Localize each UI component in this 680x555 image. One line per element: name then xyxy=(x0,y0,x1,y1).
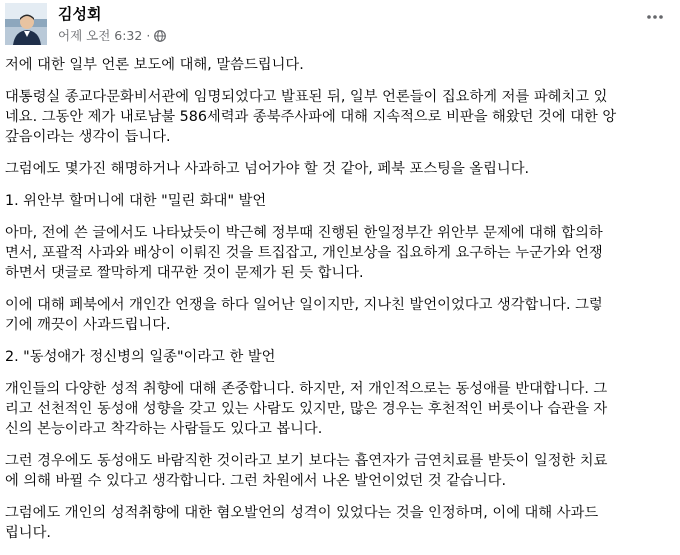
text-line: 갚음이라는 생각이 듭니다. xyxy=(5,129,171,145)
text-line: 하면서 댓글로 짤막하게 대꾸한 것이 문제가 된 듯 합니다. xyxy=(5,265,364,281)
text-line: 2. "동성애가 정신병의 일종"이라고 한 발언 xyxy=(5,349,276,365)
paragraph-item-2-treatment xyxy=(5,451,673,491)
post-meta xyxy=(58,28,166,44)
paragraph-item-2-view xyxy=(5,379,673,439)
post-timestamp[interactable]: 어제 오전 6:32 xyxy=(58,28,143,43)
text-line: 리고 선천적인 동성애 성향을 갖고 있는 사람도 있지만, 많은 경우는 후천적인 버릇이나 습관을 자 xyxy=(5,401,608,417)
heading-item-2 xyxy=(5,347,673,367)
text-line: 에 의해 바뀔 수 있다고 생각합니다. 그런 차원에서 나온 발언이었던 것 같습니다. xyxy=(5,473,507,489)
post-body xyxy=(5,55,673,555)
more-options-icon[interactable] xyxy=(645,7,665,27)
avatar[interactable] xyxy=(5,3,47,45)
paragraph-apology-intro xyxy=(5,159,673,179)
text-line: 신의 본능이라고 착각하는 사람들도 있다고 봅니다. xyxy=(5,421,323,437)
paragraph-intro xyxy=(5,55,673,75)
meta-separator: · xyxy=(146,28,151,43)
paragraph-item-1-apology xyxy=(5,295,673,335)
paragraph-appointment xyxy=(5,87,673,147)
text-line: 개인들의 다양한 성적 취향에 대해 존중합니다. 하지만, 저 개인적으로는 동성애를 반대합니다. 그 xyxy=(5,381,608,397)
text-line: 립니다. xyxy=(5,525,51,541)
text-line: 네요. 그동안 제가 내로남불 586세력과 종북주사파에 대해 지속적으로 비판을 해왔던 것에 대한 앙 xyxy=(5,109,617,125)
text-line: 그럼에도 몇가진 해명하거나 사과하고 넘어가야 할 것 같아, 페북 포스팅을 올립니다. xyxy=(5,161,530,177)
text-line: 그럼에도 개인의 성적취향에 대한 혐오발언의 성격이 있었다는 것을 인정하며, 이에 대해 사과드 xyxy=(5,505,599,521)
text-line: 이에 대해 페북에서 개인간 언쟁을 하다 일어난 일이지만, 지나친 발언이었다고 생각합니다. 그렇 xyxy=(5,297,603,313)
text-line: 아마, 전에 쓴 글에서도 나타났듯이 박근혜 정부때 진행된 한일정부간 위안부 문제에 대해 합의하 xyxy=(5,225,603,241)
globe-icon[interactable] xyxy=(154,30,166,42)
text-line: 그런 경우에도 동성애도 바람직한 것이라고 보기 보다는 흡연자가 금연치료를 받듯이 일정한 치료 xyxy=(5,453,608,469)
text-line: 면서, 포괄적 사과와 배상이 이뤄진 것을 트집잡고, 개인보상을 집요하게 요구하는 누군가와 언쟁 xyxy=(5,245,603,261)
text-line: 기에 깨끗이 사과드립니다. xyxy=(5,317,171,333)
text-line: 1. 위안부 할머니에 대한 "밀린 화대" 발언 xyxy=(5,193,267,209)
paragraph-item-2-apology xyxy=(5,503,673,543)
heading-item-1 xyxy=(5,191,673,211)
paragraph-item-1-context xyxy=(5,223,673,283)
post-header xyxy=(5,3,665,47)
author-name[interactable]: 김성회 xyxy=(58,5,102,23)
text-line: 저에 대한 일부 언론 보도에 대해, 말씀드립니다. xyxy=(5,57,304,73)
text-line: 대통령실 종교다문화비서관에 임명되었다고 발표된 뒤, 일부 언론들이 집요하게 저를 파헤치고 있 xyxy=(5,89,608,105)
